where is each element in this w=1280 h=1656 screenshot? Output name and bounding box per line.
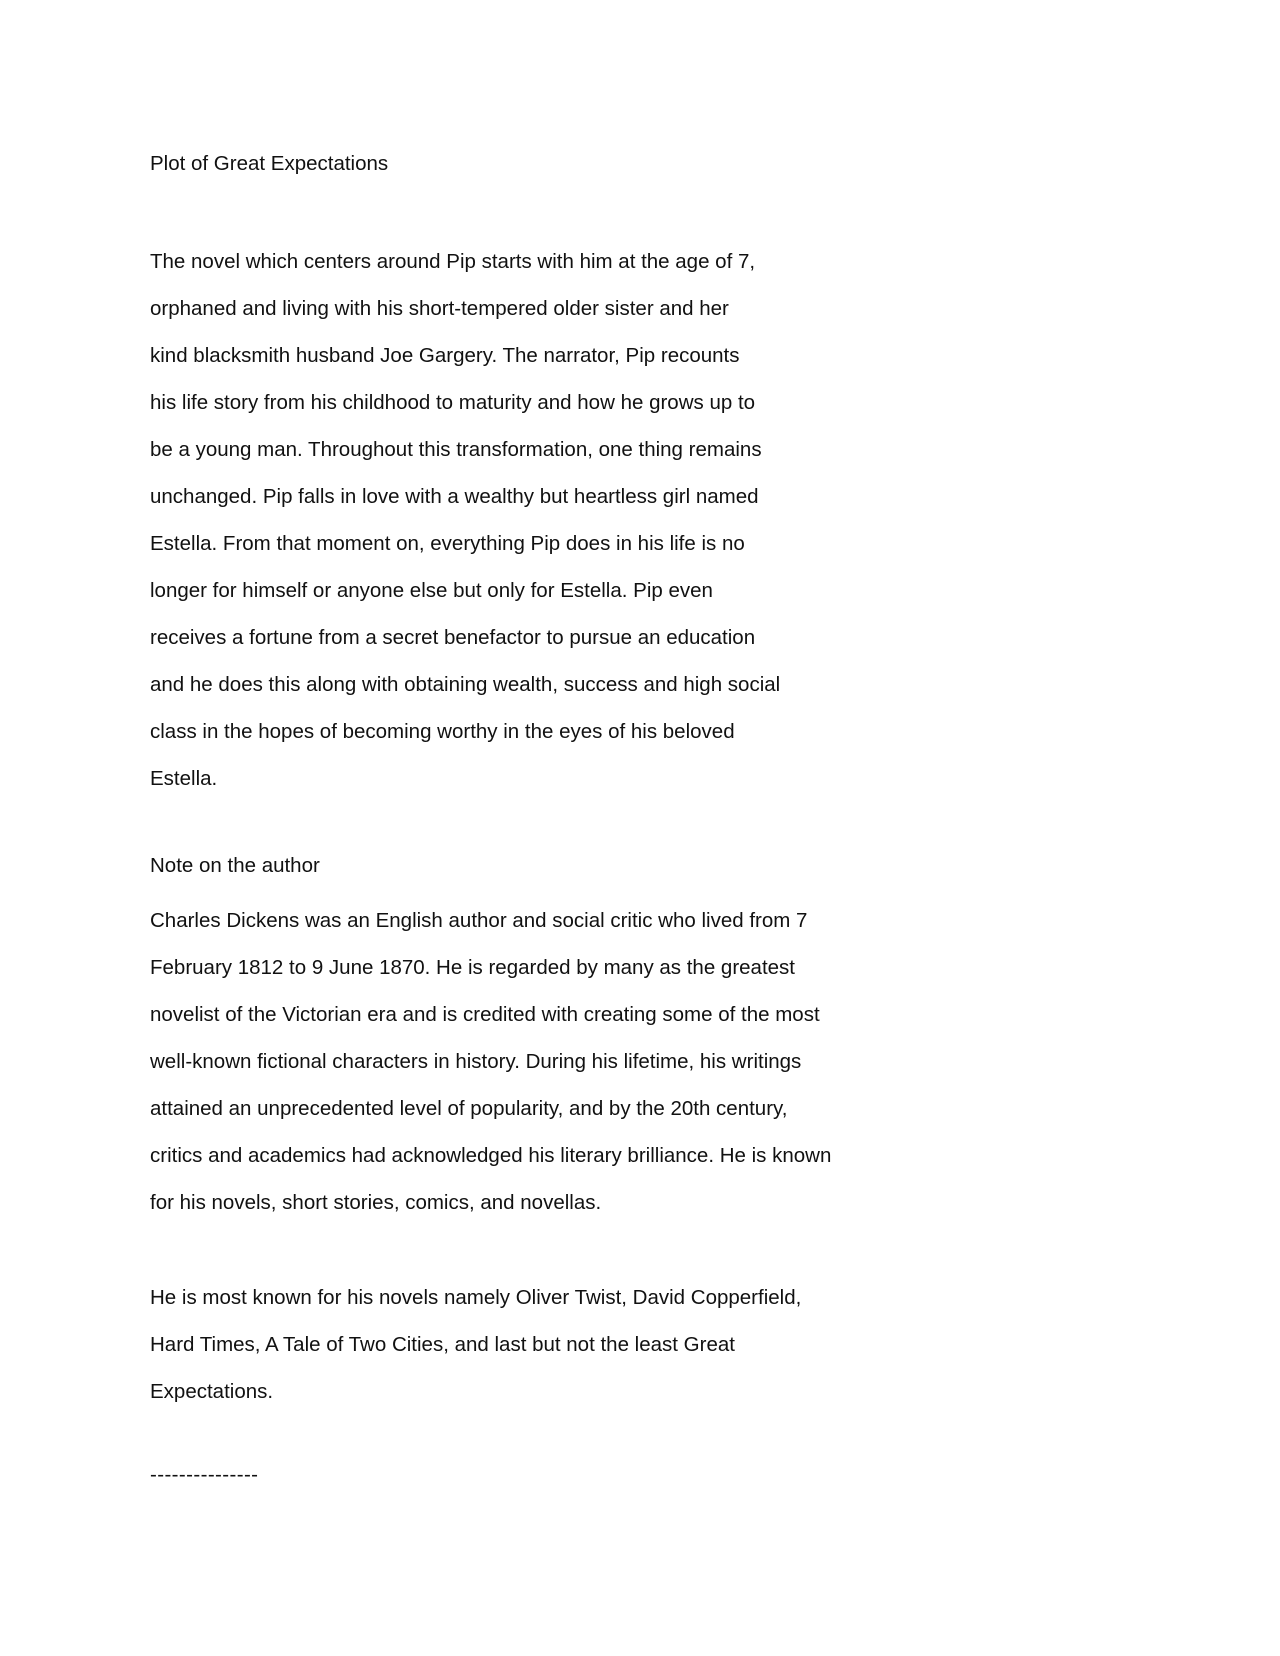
plot-line-6: unchanged. Pip falls in love with a wealthy but heartless girl named bbox=[150, 485, 759, 508]
plot-line-2: orphaned and living with his short-tempered older sister and her bbox=[150, 297, 729, 320]
document-title: Plot of Great Expectations bbox=[150, 152, 389, 175]
plot-line-11: class in the hopes of becoming worthy in the eyes of his beloved bbox=[150, 720, 735, 743]
plot-line-10: and he does this along with obtaining wealth, success and high social bbox=[150, 673, 781, 696]
separator-line: --------------- bbox=[150, 1463, 259, 1486]
plot-line-12: Estella. bbox=[150, 767, 218, 790]
known-line-3: Expectations. bbox=[150, 1380, 274, 1403]
plot-line-3: kind blacksmith husband Joe Gargery. The narrator, Pip recounts bbox=[150, 344, 740, 367]
author-line-2: February 1812 to 9 June 1870. He is regarded by many as the greatest bbox=[150, 956, 795, 979]
section-heading-author: Note on the author bbox=[150, 854, 320, 877]
author-line-6: critics and academics had acknowledged his literary brilliance. He is known bbox=[150, 1144, 832, 1167]
plot-line-1: The novel which centers around Pip starts with him at the age of 7, bbox=[150, 250, 756, 273]
plot-line-8: longer for himself or anyone else but only for Estella. Pip even bbox=[150, 579, 713, 602]
plot-line-7: Estella. From that moment on, everything Pip does in his life is no bbox=[150, 532, 745, 555]
author-line-5: attained an unprecedented level of popularity, and by the 20th century, bbox=[150, 1097, 788, 1120]
author-line-4: well-known fictional characters in history. During his lifetime, his writings bbox=[150, 1050, 802, 1073]
known-line-2: Hard Times, A Tale of Two Cities, and last but not the least Great bbox=[150, 1333, 735, 1356]
known-line-1: He is most known for his novels namely Oliver Twist, David Copperfield, bbox=[150, 1286, 802, 1309]
known-works-paragraph bbox=[150, 1274, 910, 1415]
author-paragraph bbox=[150, 897, 910, 1226]
plot-paragraph bbox=[150, 238, 910, 802]
plot-line-5: be a young man. Throughout this transformation, one thing remains bbox=[150, 438, 762, 461]
plot-line-9: receives a fortune from a secret benefactor to pursue an education bbox=[150, 626, 756, 649]
author-line-3: novelist of the Victorian era and is credited with creating some of the most bbox=[150, 1003, 820, 1026]
author-line-1: Charles Dickens was an English author and social critic who lived from 7 bbox=[150, 909, 808, 932]
author-line-7: for his novels, short stories, comics, and novellas. bbox=[150, 1191, 602, 1214]
plot-line-4: his life story from his childhood to maturity and how he grows up to bbox=[150, 391, 756, 414]
